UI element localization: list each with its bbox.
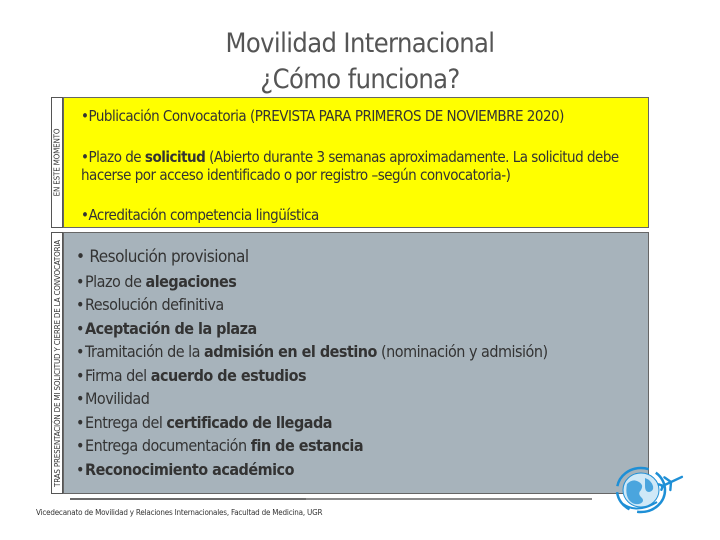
footer-credit: Vicedecanato de Movilidad y Relaciones Internacionales, Facultad de Medicina, UGR xyxy=(36,508,323,517)
list-item: • Resolución provisional xyxy=(76,247,249,267)
current-steps-panel xyxy=(63,97,649,228)
section-label-after-text: TRAS PRESENTACIÓN DE MI SOLICITUD Y CIERRE DE LA CONVOCATORIA xyxy=(52,239,62,487)
section-label-after xyxy=(51,232,63,494)
footer-divider-right xyxy=(306,498,592,500)
list-item: •Firma del acuerdo de estudios xyxy=(76,365,307,385)
step-language: •Acreditación competencia lingüística xyxy=(81,206,319,224)
list-item: •Tramitación de la admisión en el destino (nominación y admisión) xyxy=(76,342,548,361)
section-label-current xyxy=(51,97,63,228)
title-line-2: ¿Cómo funciona? xyxy=(260,64,460,95)
list-item: •Entrega del certificado de llegada xyxy=(76,412,332,432)
step-application-pre: •Plazo de xyxy=(81,148,145,166)
step-publication: •Publicación Convocatoria (PREVISTA PARA PRIMEROS DE NOVIEMBRE 2020) xyxy=(81,107,564,125)
step-application-post: (Abierto durante 3 semanas aproximadamente. La solicitud debe hacerse por acceso identificado o por registro –según convocatoria-) xyxy=(81,148,619,184)
list-item: •Entrega documentación fin de estancia xyxy=(76,436,364,455)
list-item: •Movilidad xyxy=(76,389,150,408)
step-application-bold: solicitud xyxy=(144,148,206,166)
section-label-current-text: EN ESTE MOMENTO xyxy=(52,128,62,197)
step-application xyxy=(81,148,621,184)
later-steps-panel xyxy=(63,232,649,494)
list-item: •Resolución definitiva xyxy=(76,295,224,314)
list-item: •Plazo de alegaciones xyxy=(76,271,237,291)
list-item: •Aceptación de la plaza xyxy=(76,318,257,338)
title-line-1: Movilidad Internacional xyxy=(225,28,495,59)
globe-airplane-icon xyxy=(603,458,693,518)
later-steps-list xyxy=(76,246,548,481)
page-title xyxy=(150,26,570,98)
list-item: •Reconocimiento académico xyxy=(76,459,294,479)
